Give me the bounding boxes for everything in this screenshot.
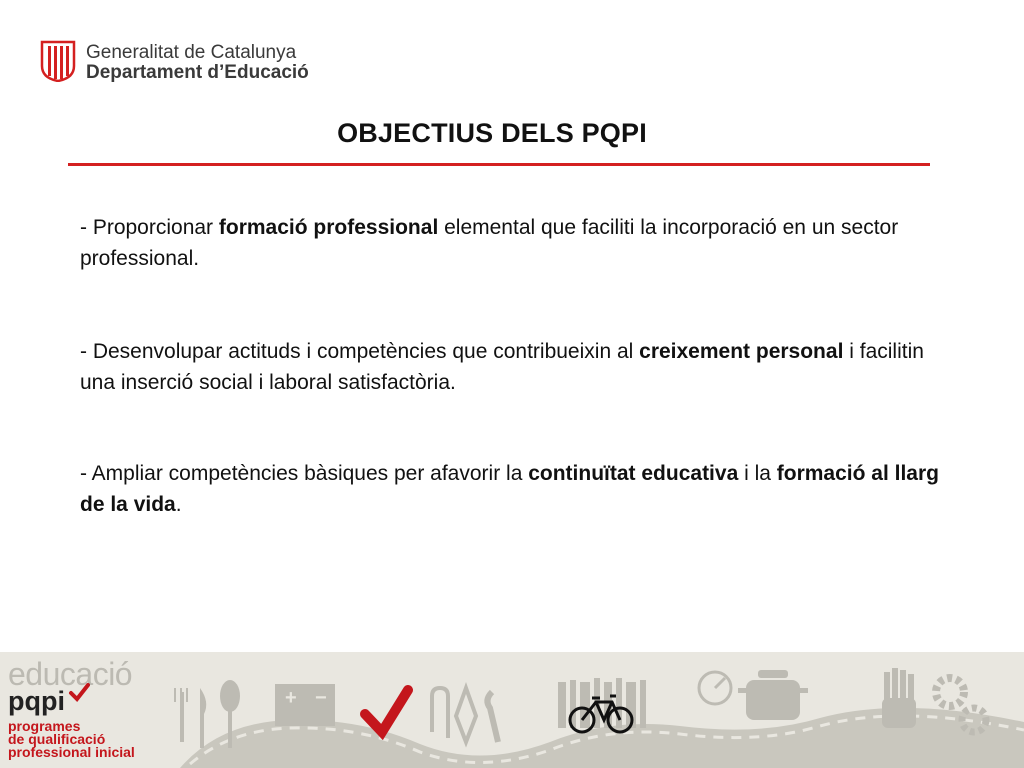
objective-highlight: continuïtat educativa <box>528 462 739 485</box>
objective-paragraph-2 <box>80 336 940 398</box>
objective-text: - Proporcionar <box>80 216 219 239</box>
objective-highlight: formació al llarg de la vida <box>80 462 939 516</box>
office-tools-icons <box>432 688 498 742</box>
objective-text: i facilitin una inserció social i laboral satisfactòria. <box>80 340 924 394</box>
work-glove-icon <box>882 668 916 728</box>
cooking-pot-icon <box>738 670 808 720</box>
objective-text: - Desenvolupar actituds i competències que contribueixin al <box>80 340 640 363</box>
battery-icon <box>275 684 335 726</box>
objective-highlight: creixement personal <box>639 340 844 363</box>
footer-illustration <box>160 652 1024 768</box>
objective-paragraph-3 <box>80 458 940 520</box>
objective-text: i la <box>738 462 777 485</box>
catalan-shield-icon <box>40 40 76 82</box>
footer-subtitle-line: professional inicial <box>8 744 135 760</box>
svg-text:+: + <box>285 687 297 709</box>
red-check-icon <box>365 690 408 732</box>
svg-text:−: − <box>315 687 327 709</box>
footer-subtitle-line: programes <box>8 718 81 734</box>
footer-banner <box>0 652 1024 768</box>
footer-subtitle-line: de qualificació <box>8 731 106 747</box>
title-divider <box>68 163 930 166</box>
org-name: Generalitat de Catalunya <box>86 42 297 63</box>
page-title: OBJECTIUS DELS PQPI <box>337 118 647 148</box>
objective-text: elemental que faciliti la incorporació en un sector professional. <box>80 216 899 270</box>
objective-paragraph-1 <box>80 212 940 274</box>
brand-check-icon <box>68 682 90 704</box>
gauge-icon <box>699 672 731 704</box>
cutlery-icon <box>174 680 240 748</box>
footer-brand-pqpi: pqpi <box>8 686 65 716</box>
objective-text: . <box>175 493 182 516</box>
department-name: Departament d’Educació <box>86 62 309 83</box>
generalitat-logo <box>40 40 340 84</box>
objective-text: - Ampliar competències bàsiques per afavorir la <box>80 462 529 485</box>
footer-brand-educacio: educació <box>8 656 133 692</box>
objective-highlight: formació professional <box>218 216 439 239</box>
